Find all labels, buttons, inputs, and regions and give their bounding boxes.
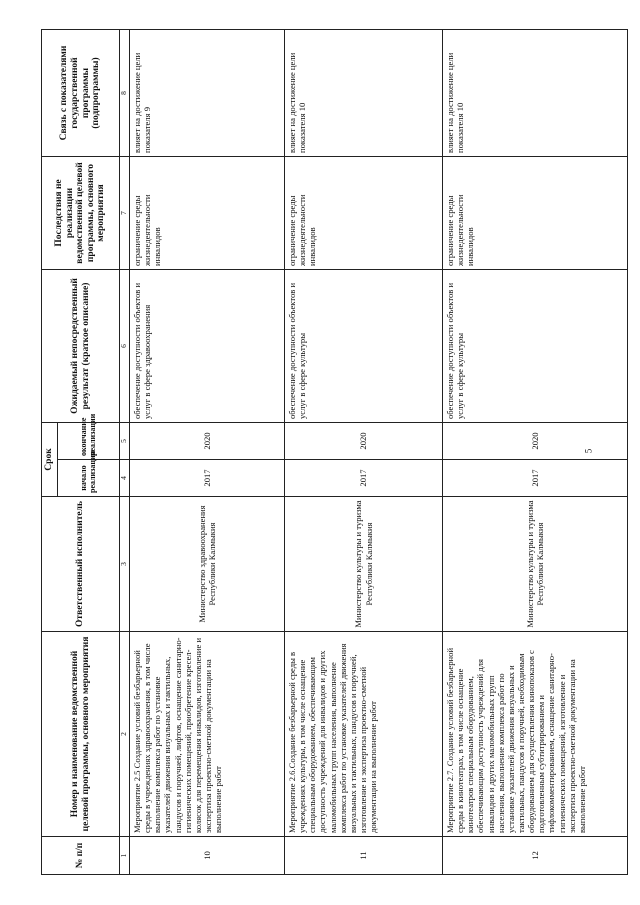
column-number: 8	[120, 30, 130, 157]
table-row	[130, 30, 285, 875]
header-start: начало реализации	[58, 460, 120, 497]
column-number: 1	[120, 837, 130, 875]
expected-result: обеспечение доступности объектов и услуг в сфере здравоохранения	[130, 270, 285, 423]
header-result: Ожидаемый непосредственный результат (краткое описание)	[42, 270, 120, 423]
rotated-table-sheet	[41, 30, 627, 875]
table-row	[443, 30, 628, 875]
executor: Министерство здравоохранения Республики Калмыкия	[130, 497, 285, 632]
indicator-link: влияет на достижение цели показателя 9	[130, 30, 285, 157]
program-table	[41, 29, 628, 875]
table-row	[285, 30, 443, 875]
header-executor: Ответственный исполнитель	[42, 497, 120, 632]
expected-result: обеспечение доступности объектов и услуг в сфере культуры	[443, 270, 628, 423]
consequence: ограничение среды жизнедеятельности инвалидов	[285, 157, 443, 270]
header-row-top	[42, 30, 58, 875]
header-program-name: Номер и наименование ведомственной целевой программы, основного мероприятия	[42, 632, 120, 837]
measure-name: Мероприятие 2.6.Создание безбарьерной среды в учреждениях культуры, в том числе оснащение специальным оборудованием, обеспечивающим доступность учреждений для инвалидов и других маломобильных групп населения, выполнение комплекса работ по установке указателей движения визуальных и тактильных, пандусов и поручней, изготовление и экспертиза проектно-сметной документации на выполнение работ	[285, 632, 443, 837]
row-number: 10	[130, 837, 285, 875]
indicator-link: влияет на достижение цели показателя 10	[285, 30, 443, 157]
header-link: Связь с показателями государственной программы (подпрограммы)	[42, 30, 120, 157]
start-year: 2017	[285, 460, 443, 497]
expected-result: обеспечение доступности объектов и услуг в сфере культуры	[285, 270, 443, 423]
column-number: 7	[120, 157, 130, 270]
executor: Министерство культуры и туризма Республики Калмыкия	[285, 497, 443, 632]
column-number: 5	[120, 423, 130, 460]
column-number: 6	[120, 270, 130, 423]
header-consequence: Последствия не реализации ведомственной целевой программы, основного мероприятия	[42, 157, 120, 270]
row-number: 11	[285, 837, 443, 875]
end-year: 2020	[130, 423, 285, 460]
column-number: 4	[120, 460, 130, 497]
end-year: 2020	[285, 423, 443, 460]
column-number-row	[120, 30, 130, 875]
consequence: ограничение среды жизнедеятельности инвалидов	[443, 157, 628, 270]
header-number: № п/п	[42, 837, 120, 875]
start-year: 2017	[130, 460, 285, 497]
column-number: 3	[120, 497, 130, 632]
start-year: 2017	[443, 460, 628, 497]
executor: Министерство культуры и туризма Республики Калмыкия	[443, 497, 628, 632]
header-end: окончание реализации	[58, 423, 120, 460]
page-number: 5	[583, 448, 594, 454]
consequence: ограничение среды жизнедеятельности инвалидов	[130, 157, 285, 270]
end-year: 2020	[443, 423, 628, 460]
row-number: 12	[443, 837, 628, 875]
column-number: 2	[120, 632, 130, 837]
measure-name: Мероприятие 2.7. Создание условий безбарьерной среды в кинотеатрах, в том числе оснащение кинотеатров специальным оборудованием, обеспечивающим доступность учреждений для инвалидов и других маломобильных групп населения, выполнение комплекса работ по установке указателей движения визуальных и тактильных, пандусов и поручней, необходимым оборудованием для осуществления кинопоказов с подготовленным субтитрированием и тифлокомментированием, оснащение санитарно-гигиенических помещений, изготовление и экспертиза проектно-сметной документации на выполнение работ	[443, 632, 628, 837]
measure-name: Мероприятие 2.5 Создание условий безбарьерной среды в учреждениях здравоохранения, в том числе выполнение комплекса работ по установке указателей движения визуальных и тактильных, пандусов и поручней, лифтов, оснащение санитарно-гигиенических помещений, приобретение кресел-колясок для перемещения инвалидов, изготовление и экспертиза проектно-сметной документации на выполнение работ	[130, 632, 285, 837]
header-term: Срок	[42, 423, 58, 497]
indicator-link: влияет на достижение цели показателя 10	[443, 30, 628, 157]
